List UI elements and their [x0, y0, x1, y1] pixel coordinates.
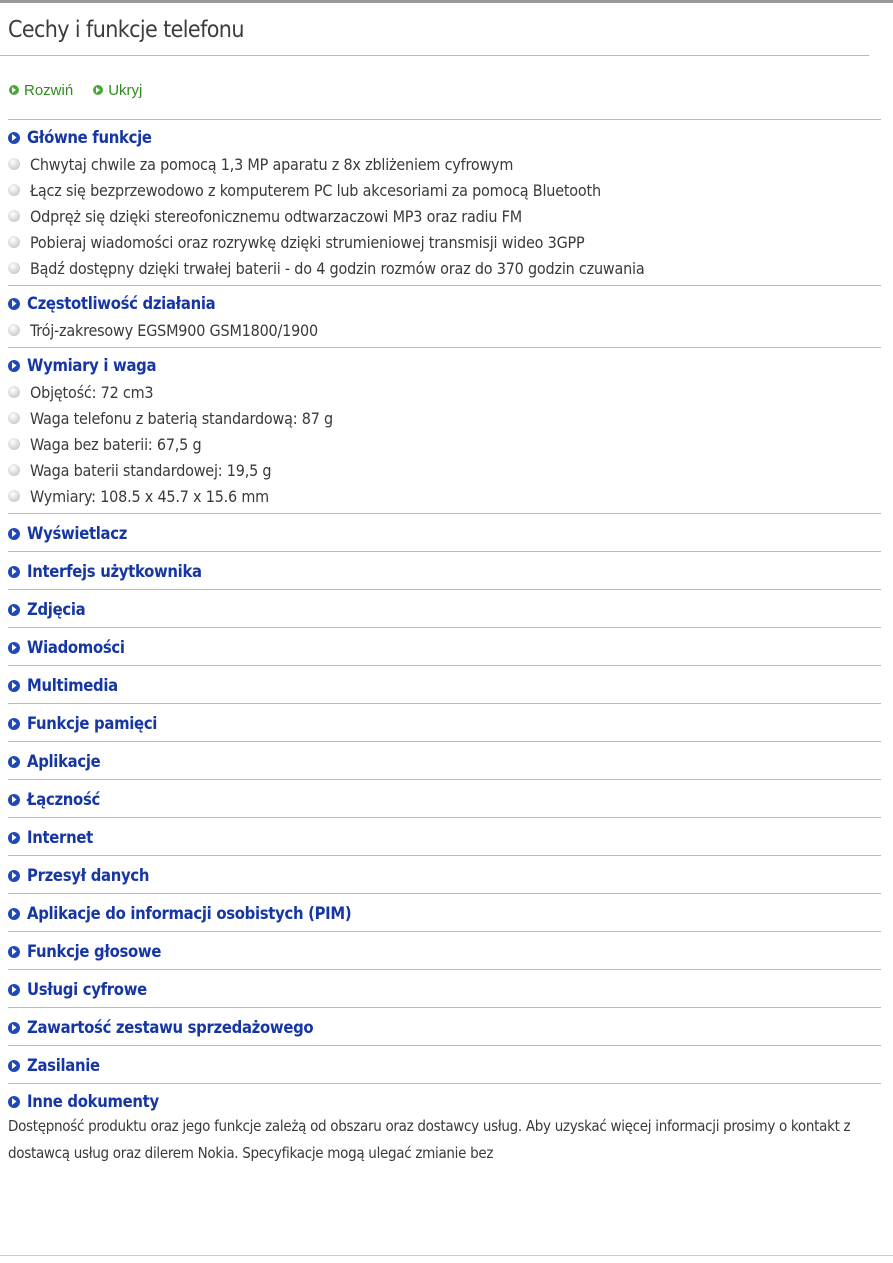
section-toggle-icon — [8, 1060, 20, 1072]
section-title: Wymiary i waga — [27, 356, 157, 375]
section-toggle-icon — [8, 604, 20, 616]
section-header[interactable] — [8, 1083, 881, 1117]
section-header[interactable] — [8, 931, 881, 969]
section-header[interactable] — [8, 893, 881, 931]
list-item — [8, 431, 881, 457]
section-title: Internet — [27, 828, 93, 847]
section-title: Funkcje głosowe — [27, 942, 162, 961]
section-title: Inne dokumenty — [27, 1092, 159, 1111]
section-header[interactable] — [8, 551, 881, 589]
section-toggle-icon — [8, 984, 20, 996]
section-toggle-icon — [8, 794, 20, 806]
expand-icon — [9, 85, 19, 95]
section-header[interactable] — [8, 627, 881, 665]
list-item — [8, 229, 881, 255]
feature-sections — [8, 119, 881, 1167]
section-header[interactable] — [8, 817, 881, 855]
list-item — [8, 317, 881, 343]
section-toggle-icon — [8, 528, 20, 540]
section-toggle-icon — [8, 870, 20, 882]
list-item — [8, 177, 881, 203]
section-header[interactable] — [8, 779, 881, 817]
bullet-icon — [8, 210, 20, 222]
list-item — [8, 151, 881, 177]
bullet-icon — [8, 262, 20, 274]
expand-all-label: Rozwiń — [24, 81, 74, 99]
item-text: Łącz się bezprzewodowo z komputerem PC lub akcesoriami za pomocą Bluetooth — [30, 180, 601, 200]
section-title: Łączność — [27, 790, 100, 809]
list-item — [8, 483, 881, 509]
section-title: Częstotliwość działania — [27, 294, 216, 313]
item-text: Pobieraj wiadomości oraz rozrywkę dzięki strumieniowej transmisji wideo 3GPP — [30, 232, 585, 252]
list-item — [8, 379, 881, 405]
list-item — [8, 255, 881, 281]
section-header[interactable] — [8, 1007, 881, 1045]
section-toggle-icon — [8, 1096, 20, 1108]
item-text: Wymiary: 108.5 x 45.7 x 15.6 mm — [30, 486, 270, 506]
section-items — [8, 151, 881, 285]
collapse-icon — [93, 85, 103, 95]
expand-all-button[interactable] — [9, 82, 73, 99]
section-header[interactable] — [8, 855, 881, 893]
section-title: Usługi cyfrowe — [27, 980, 147, 999]
bullet-icon — [8, 184, 20, 196]
section-header[interactable] — [8, 285, 881, 319]
bullet-icon — [8, 490, 20, 502]
section-toggle-icon — [8, 566, 20, 578]
item-text: Trój-zakresowy EGSM900 GSM1800/1900 — [30, 320, 318, 340]
section-header[interactable] — [8, 513, 881, 551]
bullet-icon — [8, 438, 20, 450]
item-text: Waga telefonu z baterią standardową: 87 g — [30, 408, 333, 428]
section-toggle-icon — [8, 718, 20, 730]
bullet-icon — [8, 158, 20, 170]
section-title: Multimedia — [27, 676, 118, 695]
section-header[interactable] — [8, 703, 881, 741]
section-title: Aplikacje do informacji osobistych (PIM) — [27, 904, 352, 923]
bullet-icon — [8, 386, 20, 398]
availability-footnote: Dostępność produktu oraz jego funkcje zależą od obszaru oraz dostawcy usług. Aby uzyskać więcej informacji prosimy o kontakt z dostawcą usług oraz dilerem Nokia. Specyfikacje mogą ulegać zmianie bez — [8, 1117, 851, 1162]
section-toggle-icon — [8, 680, 20, 692]
bullet-icon — [8, 412, 20, 424]
bullet-icon — [8, 324, 20, 336]
section-title: Interfejs użytkownika — [27, 562, 202, 581]
section-title: Przesył danych — [27, 866, 150, 885]
section-toggle-icon — [8, 1022, 20, 1034]
section-toggle-icon — [8, 946, 20, 958]
section-title: Główne funkcje — [27, 128, 152, 147]
list-item — [8, 203, 881, 229]
section-title: Funkcje pamięci — [27, 714, 158, 733]
section-header[interactable] — [8, 665, 881, 703]
bullet-icon — [8, 464, 20, 476]
expand-collapse-controls — [9, 80, 162, 100]
section-title: Wyświetlacz — [27, 524, 128, 543]
collapse-all-label: Ukryj — [108, 81, 143, 99]
section-header[interactable] — [8, 589, 881, 627]
section-toggle-icon — [8, 642, 20, 654]
section-toggle-icon — [8, 132, 20, 144]
section-toggle-icon — [8, 298, 20, 310]
bottom-divider — [0, 1255, 893, 1256]
section-header[interactable] — [8, 969, 881, 1007]
section-items — [8, 379, 881, 513]
list-item — [8, 405, 881, 431]
collapse-all-button[interactable] — [93, 82, 142, 99]
section-title: Zasilanie — [27, 1056, 100, 1075]
section-header[interactable] — [8, 1045, 881, 1083]
section-header[interactable] — [8, 741, 881, 779]
section-items — [8, 317, 881, 347]
section-toggle-icon — [8, 360, 20, 372]
section-title: Zdjęcia — [27, 600, 86, 619]
item-text: Odpręż się dzięki stereofonicznemu odtwarzaczowi MP3 oraz radiu FM — [30, 206, 522, 226]
section-toggle-icon — [8, 832, 20, 844]
item-text: Waga bez baterii: 67,5 g — [30, 434, 202, 454]
list-item — [8, 457, 881, 483]
item-text: Objętość: 72 cm3 — [30, 382, 154, 402]
section-title: Aplikacje — [27, 752, 101, 771]
section-title: Wiadomości — [27, 638, 125, 657]
section-toggle-icon — [8, 908, 20, 920]
page-title: Cechy i funkcje telefonu — [0, 3, 869, 56]
section-toggle-icon — [8, 756, 20, 768]
section-header[interactable] — [8, 119, 881, 153]
item-text: Bądź dostępny dzięki trwałej baterii - do 4 godzin rozmów oraz do 370 godzin czuwania — [30, 258, 645, 278]
item-text: Chwytaj chwile za pomocą 1,3 MP aparatu z 8x zbliżeniem cyfrowym — [30, 154, 514, 174]
item-text: Waga baterii standardowej: 19,5 g — [30, 460, 272, 480]
bullet-icon — [8, 236, 20, 248]
section-header[interactable] — [8, 347, 881, 381]
section-title: Zawartość zestawu sprzedażowego — [27, 1018, 314, 1037]
